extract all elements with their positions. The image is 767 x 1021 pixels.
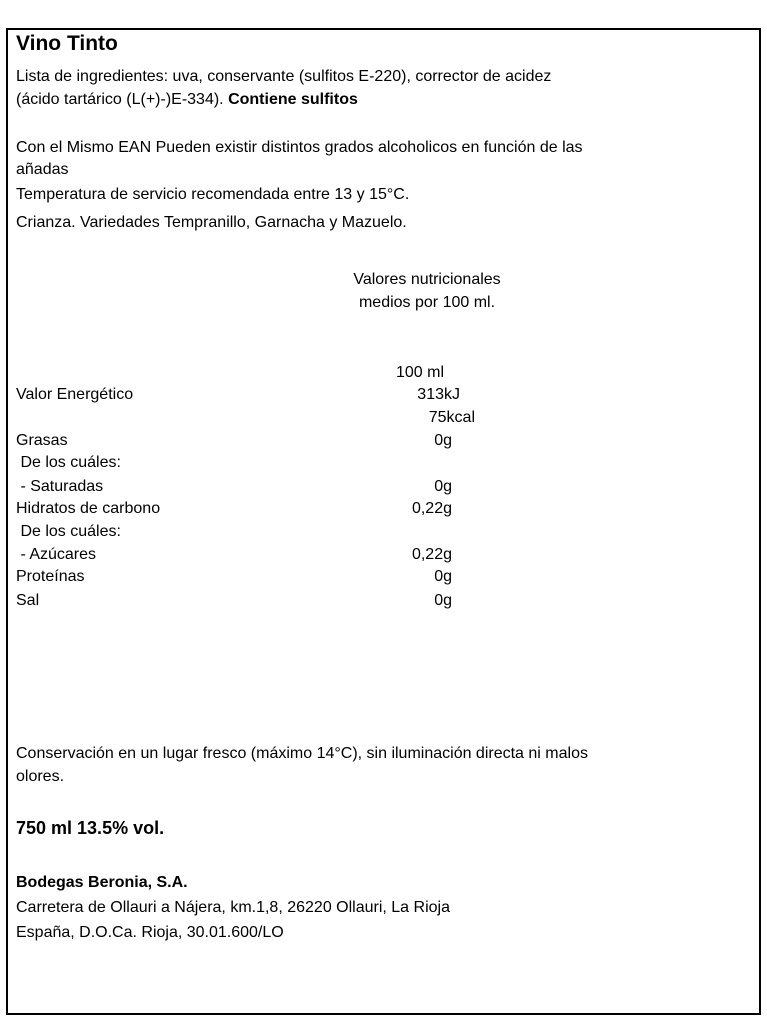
nutrient-name: - Azúcares [16,546,97,563]
nutrient-name: Hidratos de carbono [16,500,161,517]
producer-address: Carretera de Ollauri a Nájera, km.1,8, 26220 Ollauri, La Rioja [16,899,450,916]
conservation-line-2: olores. [16,768,65,785]
nutrient-name: Sal [16,592,40,609]
nutrient-name: Valor Energético [16,386,134,403]
conservation-line-1: Conservación en un lugar fresco (máximo 14°C), sin iluminación directa ni malos [16,745,588,762]
temperature-text: Temperatura de servicio recomendada entre 13 y 15°C. [16,186,410,203]
nutrient-value: 0g [434,432,452,449]
ingredients-text: (ácido tartárico (L(+)-)E-334). [16,91,224,108]
nutrient-value: 0,22g [411,500,452,517]
nutrient-value: 313kJ [417,386,460,403]
ean-line-1: Con el Mismo EAN Pueden existir distintos grados alcoholicos en función de las [16,139,583,156]
nutrient-value: 75kcal [428,409,475,426]
nutrient-name: De los cuáles: [16,454,121,471]
varieties-text: Crianza. Variedades Tempranillo, Garnacha y Mazuelo. [16,214,407,231]
page-title: Vino Tinto [16,32,118,55]
nutrition-column-header: 100 ml [396,364,445,381]
nutrient-value: 0g [434,592,452,609]
volume-text: 750 ml 13.5% vol. [16,818,165,838]
nutrient-name: Grasas [16,432,68,449]
nutrient-name: De los cuáles: [16,523,121,540]
nutrient-name: Proteínas [16,568,85,585]
producer-name: Bodegas Beronia, S.A. [16,874,188,891]
nutrient-value: 0,22g [411,546,452,563]
ean-line-2: añadas [16,161,69,178]
nutrient-value: 0g [434,478,452,495]
origin-text: España, D.O.Ca. Rioja, 30.01.600/LO [16,924,284,941]
ingredients-line-2 [16,89,358,110]
nutrition-heading-2: medios por 100 ml. [358,294,496,311]
allergen-warning: Contiene sulfitos [228,91,358,108]
nutrient-value: 0g [434,568,452,585]
ingredients-line-1: Lista de ingredientes: uva, conservante (sulfitos E-220), corrector de acidez [16,68,552,85]
nutrient-name: - Saturadas [16,478,104,495]
nutrition-heading-1: Valores nutricionales [353,271,501,288]
